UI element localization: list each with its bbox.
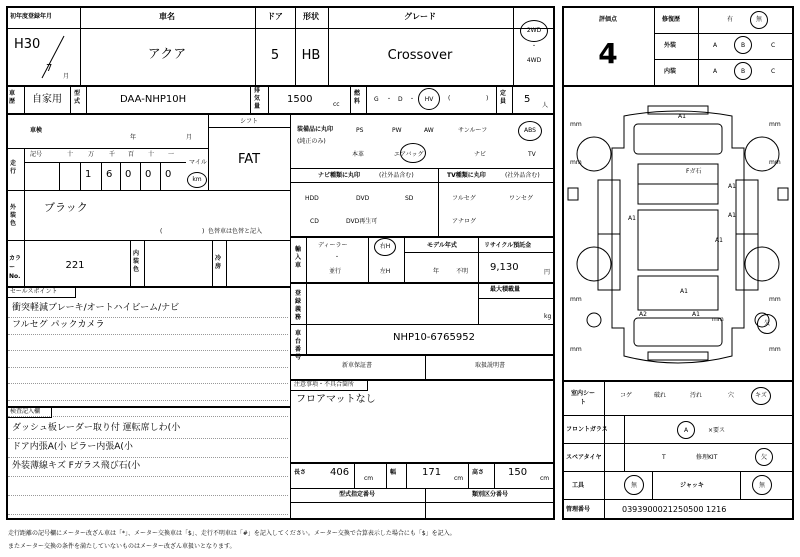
mileage-unit-label: 一 xyxy=(168,151,175,158)
door-label: ドア xyxy=(267,12,283,21)
interior-seat-label: 室内シート xyxy=(571,390,596,406)
selling-point-line: 衝突軽減ブレーキ/オートハイビーム/ナビ xyxy=(12,303,180,313)
equip-navi: ナビ xyxy=(474,151,487,158)
equip-tv: TV xyxy=(528,151,536,158)
import-dot: ・ xyxy=(334,254,341,261)
model-year-label: モデル年式 xyxy=(427,242,457,249)
mileage-unit-label: 百 xyxy=(128,151,135,158)
windshield-label: フロントガラス xyxy=(566,426,608,433)
grade-value: Crossover xyxy=(387,48,453,63)
equip-leather: 本革 xyxy=(352,151,365,158)
model-year-unknown: 不明 xyxy=(456,268,469,275)
body-shape: HB xyxy=(301,48,321,63)
fuel-paren-open: ( xyxy=(448,95,451,102)
chassis-label: 車台番号 xyxy=(295,330,302,361)
exterior-label: 外装 xyxy=(664,42,677,49)
chassis-value: NHP10-6765952 xyxy=(393,332,475,343)
int-c: C xyxy=(771,68,776,75)
cap-unit: 人 xyxy=(542,102,549,109)
spare-kit: 修理KIT xyxy=(696,454,718,461)
color-value: ブラック xyxy=(44,201,88,214)
windshield-a: A xyxy=(683,427,689,434)
diagram-mark-10: Fガ石 xyxy=(686,168,702,175)
navi-hdd: HDD xyxy=(305,195,319,202)
shift-value: FAT xyxy=(237,152,261,167)
height-value: 150 xyxy=(508,467,528,478)
shape-label: 形状 xyxy=(303,12,319,21)
mm-mark: mm xyxy=(769,159,781,166)
mm-mark: mm xyxy=(570,159,582,166)
color-note: 色替車は色替と記入 xyxy=(208,228,263,235)
steering-right: 右H xyxy=(379,243,391,250)
fuel-dot2: ・ xyxy=(409,96,416,103)
tv-analog: アナログ xyxy=(452,218,477,225)
remarks-label: 注意事項・不具合箇所 xyxy=(294,381,355,388)
mileage-mark-label: 記号 xyxy=(30,151,43,158)
drive-sep: ・ xyxy=(530,43,538,50)
mm-mark: mm xyxy=(570,346,582,353)
diagram-mark-6: A1 xyxy=(680,288,688,295)
ext-c: C xyxy=(771,42,776,49)
spare-missing: 欠 xyxy=(760,454,768,461)
equip-abs: ABS xyxy=(524,127,536,134)
height-label: 高さ xyxy=(472,469,485,476)
car-damage-diagram xyxy=(564,88,792,378)
footer-line-2: またメーター交換の条件を満たしていないものはメーター改ざん車扱いとなります。 xyxy=(8,543,236,550)
navi-dvd-play: DVD再生可 xyxy=(346,218,378,225)
import-dealer: ディーラー xyxy=(318,242,348,249)
cap-label: 定員 xyxy=(500,90,507,105)
mileage-label: 走行 xyxy=(10,160,17,175)
ac-label: 冷房 xyxy=(215,255,222,270)
tv-type-label: TV種類に丸印 xyxy=(447,172,486,179)
score-label: 評価点 xyxy=(598,16,618,23)
inspection-note-line: ダッシュ板レーダー取り付 運転席しわ(小 xyxy=(12,423,181,433)
mgmt-value: 0393900021250500 1216 xyxy=(622,505,727,514)
width-label: 幅 xyxy=(390,469,397,476)
grade-label: グレード xyxy=(404,12,436,21)
recycle-unit: 円 xyxy=(544,269,551,276)
seat-hole: 穴 xyxy=(728,392,735,399)
fuel-dot1: ・ xyxy=(386,96,393,103)
remarks-value: フロアマットなし xyxy=(296,394,376,405)
equip-aw: AW xyxy=(424,127,434,134)
mileage-unit-label: 万 xyxy=(88,151,95,158)
tv-oneseg: ワンセグ xyxy=(509,195,534,202)
windshield-x: ×要ス xyxy=(708,427,726,434)
fuel-paren-close: ) xyxy=(486,95,489,102)
mm-mark: mm xyxy=(769,121,781,128)
length-label: 長さ xyxy=(294,469,307,476)
fuel-g: G xyxy=(374,96,379,103)
inspection-note-line: ドア内張A(小 ピラー内張A(小 xyxy=(12,442,133,452)
inspect-label: 検査記入欄 xyxy=(10,408,41,415)
jack-none: 無 xyxy=(758,482,766,489)
type-label: 型式 xyxy=(74,90,81,105)
int-a: A xyxy=(713,68,718,75)
mile-label: マイル xyxy=(189,159,207,166)
mileage-digit: 6 xyxy=(106,169,113,180)
jack-label: ジャッキ xyxy=(680,482,704,489)
ext-b: B xyxy=(740,42,746,49)
max-load-label: 最大積載量 xyxy=(490,286,521,293)
steering-left: 左H xyxy=(379,268,391,275)
year-reg-label: 初年度登録年月 xyxy=(10,13,53,20)
length-value: 406 xyxy=(330,467,350,478)
fuel-d: D xyxy=(398,96,403,103)
type-value: DAA-NHP10H xyxy=(120,94,187,105)
mileage-unit-label: 十 xyxy=(148,151,155,158)
seat-scratch: キズ xyxy=(755,392,767,399)
selling-point-line: フルセグ パックカメラ xyxy=(12,319,105,330)
reg-year: H30 xyxy=(14,37,41,52)
reg-month-unit: 月 xyxy=(63,73,70,80)
inspection-month-unit: 月 xyxy=(186,134,193,141)
color-paren-open: ( xyxy=(160,228,163,235)
inspection-note-line: 外装薄線キズ Fガラス飛び石(小 xyxy=(12,461,141,471)
mm-mark: mm xyxy=(712,316,724,323)
footer-line-1: 走行距離の記号欄にメーター改ざん車は「*」、メーター交換車は「$」、走行不明車は「#」を記入してください。メーター交換で合算表示した場合にも「$」を記入。 xyxy=(8,530,456,537)
diagram-mark-5: A1 xyxy=(715,237,723,244)
repair-no: 無 xyxy=(755,16,763,23)
seat-tear: 破れ xyxy=(654,392,667,399)
spare-tire-label: スペアタイヤ xyxy=(566,454,602,461)
tv-fullseg: フルセグ xyxy=(452,195,476,202)
reg-label: 登録義務 xyxy=(295,290,302,321)
mileage-digit: 1 xyxy=(85,169,92,180)
navi-sd: SD xyxy=(405,195,414,202)
equip-ps: PS xyxy=(356,127,364,134)
use-label: 車歴 xyxy=(9,90,16,105)
km-label: km xyxy=(192,176,202,183)
color-paren-close: ) xyxy=(202,228,205,235)
type-designation-label: 型式指定番号 xyxy=(338,491,376,498)
drive-4wd: 4WD xyxy=(526,57,542,64)
width-unit: cm xyxy=(454,475,464,482)
recycle-value: 9,130 xyxy=(490,262,519,273)
equip-pw: PW xyxy=(392,127,402,134)
selling-label: セールスポイント xyxy=(10,288,58,295)
spare-t: T xyxy=(662,454,666,461)
mileage-digit: 0 xyxy=(165,169,172,180)
mileage-unit-label: 千 xyxy=(109,151,116,158)
import-parallel: 並行 xyxy=(329,268,342,275)
mileage-unit-label: 十 xyxy=(67,151,74,158)
mm-mark: mm xyxy=(769,346,781,353)
seat-stain: 汚れ xyxy=(690,392,703,399)
mm-mark: mm xyxy=(570,296,582,303)
equip-sunroof: サンルーフ xyxy=(458,127,488,134)
diagram-mark-1: A1 xyxy=(678,113,686,120)
interior-color-label: 内装色 xyxy=(133,250,140,273)
seat-burn: コゲ xyxy=(620,392,633,399)
tools-label: 工具 xyxy=(572,482,585,489)
drive-2wd: 2WD xyxy=(526,27,542,34)
mm-mark: mm xyxy=(769,296,781,303)
color-no-label: カラーNo. xyxy=(9,255,22,280)
navi-label: ナビ種類に丸印 xyxy=(318,172,361,179)
width-value: 171 xyxy=(422,467,442,478)
car-name: アクア xyxy=(147,47,187,62)
tools-none: 無 xyxy=(630,482,638,489)
new-warranty: 新車保証書 xyxy=(341,362,373,369)
fuel-label: 燃料 xyxy=(354,90,361,105)
mileage-digit: 0 xyxy=(145,169,152,180)
fuel-hv: HV xyxy=(424,96,434,103)
mileage-digit: 0 xyxy=(125,169,132,180)
owners-manual: 取扱説明書 xyxy=(474,362,506,369)
ext-a: A xyxy=(713,42,718,49)
interior-label: 内装 xyxy=(664,68,677,75)
equip-airbag: エアバッグ xyxy=(394,151,424,158)
tv-type-sub: (社外品含む) xyxy=(505,172,540,179)
navi-cd: CD xyxy=(310,218,319,225)
cap-value: 5 xyxy=(524,94,531,105)
length-unit: cm xyxy=(364,475,374,482)
repair-yes: 有 xyxy=(727,16,734,23)
shift-label: シフト xyxy=(239,118,259,125)
mgmt-label: 管理番号 xyxy=(566,506,591,513)
color-label: 外装色 xyxy=(10,204,17,227)
navi-sub: (社外品含む) xyxy=(379,172,414,179)
max-load-unit: kg xyxy=(544,313,552,320)
import-label: 輸入車 xyxy=(295,246,302,269)
model-year-unit: 年 xyxy=(433,268,440,275)
height-unit: cm xyxy=(540,475,550,482)
disp-value: 1500 xyxy=(287,94,313,105)
inspection-year-unit: 年 xyxy=(130,134,137,141)
score-value: 4 xyxy=(598,37,618,70)
int-b: B xyxy=(740,68,746,75)
diagram-mark-4: A1 xyxy=(628,215,636,222)
disp-unit: cc xyxy=(333,101,340,108)
disp-label: 排気量 xyxy=(254,87,261,110)
color-no-value: 221 xyxy=(65,260,85,271)
diagram-mark-3: A1 xyxy=(728,212,736,219)
door-count: 5 xyxy=(270,48,280,63)
reg-month: 7 xyxy=(46,63,53,74)
equipment-label: 装備品に丸印 xyxy=(297,126,334,133)
repair-label: 修復歴 xyxy=(662,16,681,23)
class-label: 類別区分番号 xyxy=(471,491,509,498)
use-value: 自家用 xyxy=(32,94,62,105)
diagram-mark-2: A1 xyxy=(728,183,736,190)
navi-dvd: DVD xyxy=(356,195,370,202)
mm-mark: mm xyxy=(570,121,582,128)
model-label: 車名 xyxy=(159,12,175,21)
recycle-label: リサイクル預託金 xyxy=(484,242,532,249)
diagram-missing: 欠 xyxy=(763,320,771,327)
inspection-label: 車検 xyxy=(30,127,43,134)
diagram-mark-7: A2 xyxy=(639,311,647,318)
diagram-mark-8: A1 xyxy=(692,311,700,318)
equipment-sub: (純正のみ) xyxy=(297,138,326,145)
